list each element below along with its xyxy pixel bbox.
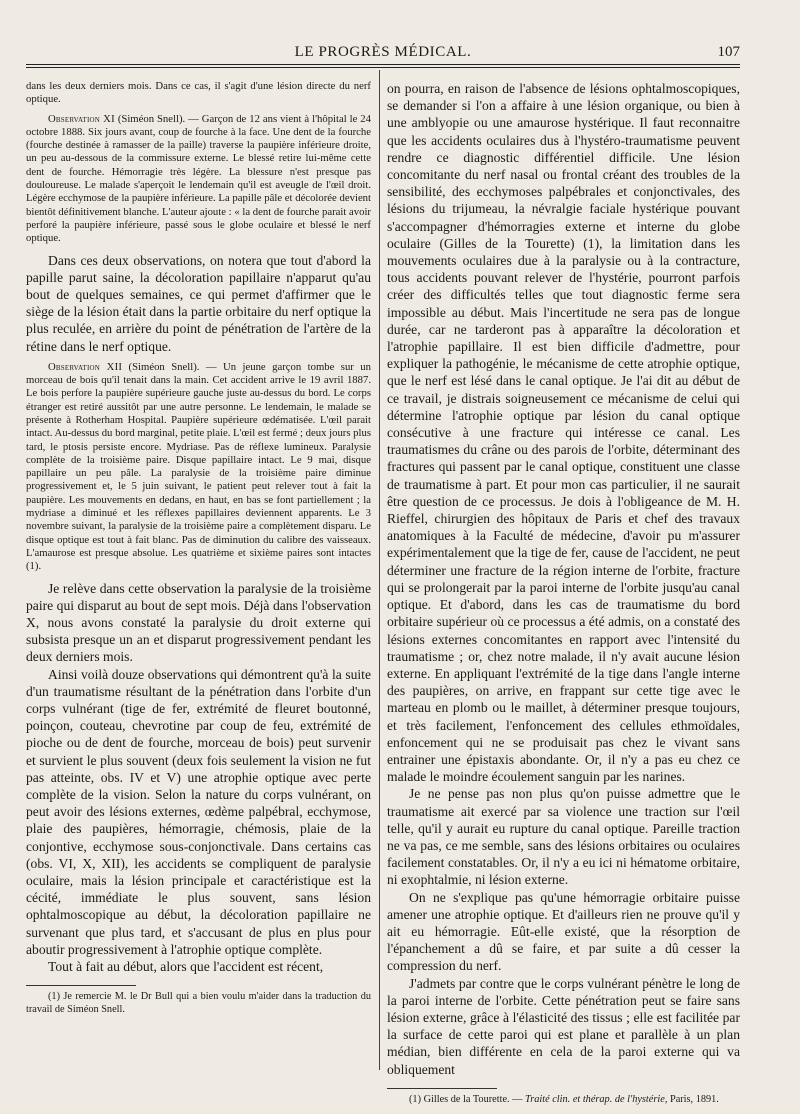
- paragraph: Tout à fait au début, alors que l'accident est récent,: [48, 959, 324, 974]
- journal-title: LE PROGRÈS MÉDICAL.: [294, 44, 472, 60]
- header-rule: [26, 64, 740, 65]
- page-number: 107: [717, 44, 740, 60]
- paragraph: Je ne pense pas non plus qu'on puisse admettre que le traumatisme ait exercé par sa violence une traction sur l'œil telle, qu'il y aurait eu rupture du canal optique. Pareille traction ne va pas, ce me semble, sans des lésions orbitaires ou oculaires facilement constatables. Or, il n'y a eu ici ni hématome orbitaire, ni exophtalmie, ni lésion externe.: [387, 786, 740, 888]
- paragraph: Ainsi voilà douze observations qui démontrent qu'à la suite d'un traumatisme résultant de la pénétration dans l'orbite d'un corps vulnérant (tige de fer, extrémité de fleuret boutonné, poinçon, couteau, chevrotine par coup de feu, extrémité de pioche ou de dent de fourche, morceau de bois) peut survenir et survient le plus souvent (deux fois seulement la vision ne fut pas atteinte, obs. IV et V) une atrophie optique avec perte complète de la vision. Selon la nature du corps vulnérant, on peut avoir des lésions externes, œdème palpébral, ecchymose, plaie des paupières, hémorragie, chémosis, plaie de la conjontive, ecchymose sous-conjonctivale. Dans certains cas (obs. VI, X, XII), les accidents se compliquent de paralysie oculaire, mais la lésion principale et caractéristique est la cécité, immédiate le plus souvent, sans lésion ophtalmoscopique au début, la décoloration papillaire ne survenant que plus tard, et s'accusant de plus en plus pour aboutir progressivement à l'atrophie optique complète.: [26, 666, 371, 957]
- paragraph: Dans ces deux observations, on notera que tout d'abord la papille parut saine, la décoloration papillaire n'apparut qu'au bout de quelques semaines, ce qui permet d'affirmer que le siège de la lésion était dans la partie orbitaire du nerf optique la plus reculée, en arrière du point de pénétration de l'artère de la rétine dans le nerf optique.: [26, 252, 371, 354]
- paragraph: dans les deux derniers mois. Dans ce cas, il s'agit d'une lésion directe du nerf optique.: [26, 80, 371, 106]
- left-column: [26, 80, 371, 1016]
- running-header: [26, 40, 740, 62]
- paragraph: J'admets par contre que le corps vulnérant pénètre le long de la paroi interne de l'orbite. Cette pénétration peut se faire sans lésion externe, grâce à l'élasticité des tissus ; elle est facilitée par la surface de cette paroi qui est plane et parallèle à un plan médian, bien différente en cela de la paroi externe qui va obliquement: [387, 975, 740, 1077]
- observation-text: (Siméon Snell). — Garçon de 12 ans vient à l'hôpital le 24 octobre 1888. Six jours avant, coup de fourche à la face. Une dent de la fourche (fourche destinée à ramasser de la paille) traverse la paupière inférieure droite, un peu au-dessous de la commissure externe. Le blessé retire lui-même cette dent de fourche. Hémorragie très légère. La blessure n'est presque pas douloureuse. Le malade s'aperçoit le lendemain qu'il est aveugle de l'œil droit. Légère ecchymose de la paupière inférieure. La papille pâle et décolorée devient bientôt définitivement blanche. L'auteur ajoute : « la dent de fourche parait avoir perforé la paupière inférieure, passé sous le globe oculaire et blessé le nerf optique.: [26, 112, 371, 245]
- observation-title: Observation XII: [48, 360, 123, 373]
- paragraph: on pourra, en raison de l'absence de lésions ophtalmoscopiques, se demander si l'on a affaire à une lésion organique, ou bien à une amblyopie ou une amaurose hystérique. Il faut reconnaitre que les accidents oculaires dus à l'hystéro-traumatisme peuvent rendre ce diagnostic différentiel difficile. Une lésion concomitante du nerf nasal ou frontal créant des troubles de la sensibilité, des ecchymoses palpébrales et conjonctivales, des lésions du trijumeau, la névralgie faciale hystérique pouvant s'accompagner d'hémorragies externe et interne du globe oculaire (Gilles de la Tourette) (1), la limitation dans les mouvements oculaires due à la paralysie ou à la contracture, tous accidents pouvant relever de l'hystérie, pourront parfois créer des difficultés telles que tout diagnostic ferme sera impossible au début. Mais l'incertitude ne sera pas de longue durée, car ne tarderont pas à apparaître la décoloration et l'atrophie papillaire. Il est bien difficile d'admettre, pour expliquer la pathogénie, le mécanisme de cette atrophie optique, que le nerf est lésé dans le canal optique. Je l'ai dit au début de ce travail, je distrais soigneusement ce mécanisme de celui qui détermine l'atrophie optique par lésion du canal optique consécutive à une fracture qui intéresse ce canal. Les traumatismes du crâne ou des parois de l'orbite, déterminant des fractures qui passent par le canal optique, constituent une classe de traumatisme à part. Et pour mon cas particulier, il ne saurait être question de ce processus. Je dois à l'obligeance de M. H. Rieffel, chirurgien des hôpitaux de Paris et chef des travaux anatomiques à la Faculté de médecine, d'avoir pu m'assurer expérimentalement que la tige de fer, cause de l'accident, ne peut déterminer une fracture de la région interne de l'orbite, fracture qui se prolongerait par la paroi interne de l'orbite jusqu'au canal optique. Et d'abord, dans les cas de traumatisme du bord orbitaire supérieur où ce processus a été admis, on a constaté des lésions externes concomitantes en rapport avec l'intensité du traumatisme ; or, chez notre malade, il n'y avait aucune lésion externe. En appliquant l'extrémité de la tige dans l'angle interne des paupières, on arrive, en frappant sur cette tige avec le marteau en plomb ou le maillet, à déterminer presque toujours, et très facilement, l'enfoncement des cellules ethmoïdales, enfoncement qui ne se produisait pas chez le vivant sans entrainer une épistaxis abondante. Or, il n'y a pas eu chez ce malade le moindre écoulement sanguin par les narines.: [387, 81, 740, 785]
- footnote-rule: [26, 985, 136, 986]
- footnote-work-title: Traité clin. et thérap. de l'hystérie: [525, 1093, 665, 1105]
- footnote: (1) Je remercie M. le Dr Bull qui a bien voulu m'aider dans la traduction du travail de Siméon Snell.: [26, 991, 371, 1016]
- observation-title: Observation XI: [48, 112, 115, 125]
- footnote: [387, 1093, 740, 1106]
- header-rule-double: [26, 67, 740, 68]
- footnote-publication: , Paris, 1891.: [664, 1093, 719, 1105]
- right-column: [387, 80, 740, 1106]
- observation-xii: [26, 361, 371, 574]
- footnote-rule: [387, 1088, 497, 1089]
- paragraph: Je relève dans cette observation la paralysie de la troisième paire qui disparut au bout de sept mois. Déjà dans l'observation X, nous avons constaté la paralysie du droit externe qui subsista presque un an et disparut progressivement pendant les deux derniers mois.: [26, 580, 371, 665]
- paragraph: On ne s'explique pas qu'une hémorragie orbitaire puisse amener une atrophie optique. Et d'ailleurs rien ne prouve qu'il y ait eu hémorragie. Eût-elle existé, que la résorption de l'épanchement a dû se faire, et par suite a dû cesser la compression du nerf.: [387, 889, 740, 974]
- observation-text: (Siméon Snell). — Un jeune garçon tombe sur un morceau de bois qu'il tenait dans la main. Cet accident arrive le 19 avril 1887. Le bois perfore la paupière supérieure gauche juste au-dessus du bord. Le corps étranger est retiré aussitôt par une autre personne. Le lendemain, le malade se présente à Rotherham Hospital. Paupière supérieure œdématisée. L'œil parait intact. Au-dessus du bord marginal, petite plaie. L'œil est fermé ; deux jours plus tard, le ptosis persiste encore. Mydriase. Pas de réflexe lumineux. Paralysie complète de la troisième paire. Disque papillaire intact. Le 9 mai, disque papillaire un peu pâle. La paralysie de la troisième paire diminue progressivement et, le 5 juin suivant, le patient peut relever tout à fait la paupière. Les mouvements en dedans, en haut, en bas se font partiellement ; la mydriase a diminué et les réflexes papillaires deviennent apparents. Le 3 novembre suivant, la paralysie de la troisième paire a complètement disparu. Le disque optique est tout à fait blanc. Pas de diminution du calibre des vaisseaux. L'amaurose est presque absolue. Les quatrième et sixième paires sont intactes (1).: [26, 360, 371, 573]
- footnote-author: (1) Gilles de la Tourette. —: [409, 1093, 526, 1105]
- column-separator: [379, 70, 380, 1070]
- observation-xi: [26, 113, 371, 246]
